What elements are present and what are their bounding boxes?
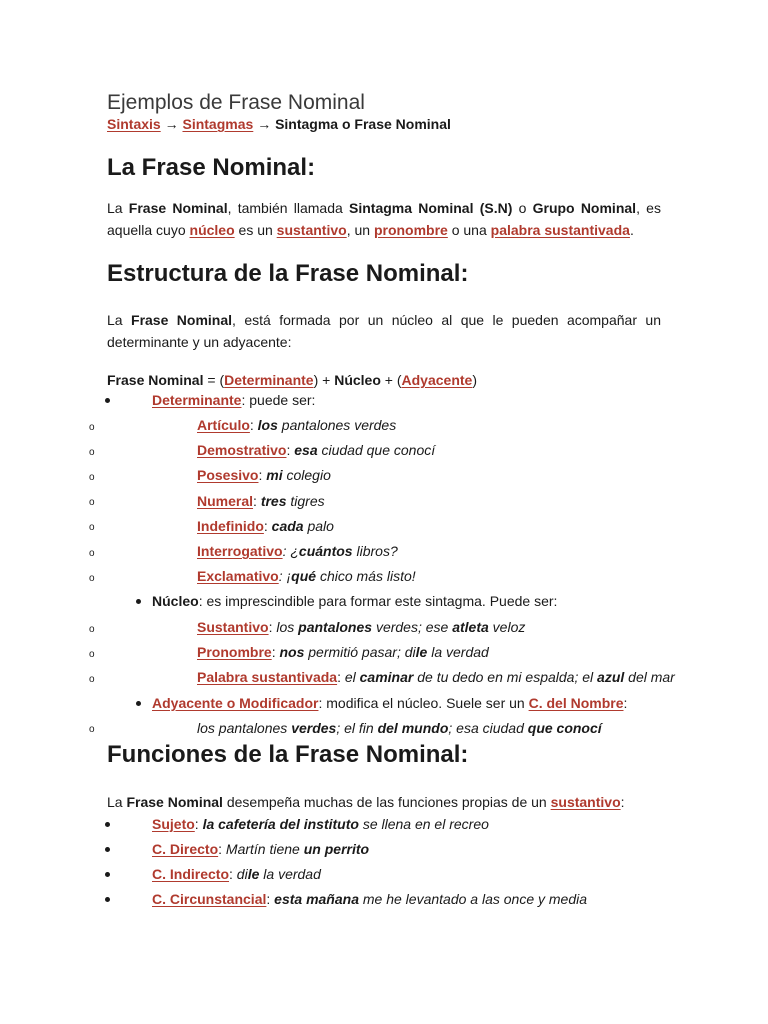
section-heading-estructura: Estructura de la Frase Nominal:: [107, 260, 469, 287]
link-c-indirecto[interactable]: C. Indirecto: [152, 866, 230, 882]
link-sustantivo[interactable]: sustantivo: [276, 221, 347, 238]
list-item-nucleo: Núcleo: es imprescindible para formar este sintagma. Puede ser:: [152, 593, 558, 609]
list-item-c-indirecto: C. Indirecto: dile la verdad: [152, 866, 321, 882]
link-sustantivo-funciones[interactable]: sustantivo: [550, 794, 621, 810]
definition-paragraph: La Frase Nominal, también llamada Sintagma Nominal (S.N) o Grupo Nominal, es aquella cuyo núcleo es un sustantivo, un pronombre o una palabra sustantivada.: [107, 200, 661, 238]
link-determinante-item[interactable]: Determinante: [152, 392, 242, 408]
breadcrumb-separator: →: [164, 116, 179, 132]
link-c-directo[interactable]: C. Directo: [152, 841, 219, 857]
bullet-marker: [105, 822, 110, 827]
formula-line: Frase Nominal = (Determinante) + Núcleo + (Adyacente): [107, 372, 477, 388]
sub-bullet-marker: o: [89, 573, 95, 584]
link-c-del-nombre[interactable]: C. del Nombre: [528, 695, 624, 711]
section-heading-funciones: Funciones de la Frase Nominal:: [107, 741, 469, 768]
link-determinante[interactable]: Determinante: [224, 372, 314, 388]
sub-item-sustantivo: Sustantivo: los pantalones verdes; ese atleta veloz: [197, 619, 526, 635]
sub-item-exclamativo: Exclamativo: ¡qué chico más listo!: [197, 568, 416, 584]
sub-bullet-marker: o: [89, 548, 95, 559]
sub-item-indefinido: Indefinido: cada palo: [197, 518, 334, 534]
bullet-marker: [105, 897, 110, 902]
section-heading-frase-nominal: La Frase Nominal:: [107, 154, 316, 181]
link-adyacente[interactable]: Adyacente: [401, 372, 473, 388]
bullet-marker: [105, 872, 110, 877]
link-demostrativo[interactable]: Demostrativo: [197, 442, 287, 458]
sub-item-articulo: Artículo: los pantalones verdes: [197, 417, 397, 433]
list-item-sujeto: Sujeto: la cafetería del instituto se llena en el recreo: [152, 816, 489, 832]
sub-bullet-marker: o: [89, 724, 95, 735]
sub-bullet-marker: o: [89, 497, 95, 508]
estructura-paragraph: La Frase Nominal, está formada por un núcleo al que le pueden acompañar un determinante y un adyacente:: [107, 312, 661, 350]
link-interrogativo[interactable]: Interrogativo: [197, 543, 283, 559]
sub-bullet-marker: o: [89, 472, 95, 483]
sub-item-numeral: Numeral: tres tigres: [197, 493, 325, 509]
link-nucleo[interactable]: núcleo: [189, 221, 235, 238]
breadcrumb-link-sintaxis[interactable]: Sintaxis: [107, 116, 161, 132]
breadcrumb-separator: →: [257, 116, 272, 132]
document-title: Ejemplos de Frase Nominal: [107, 91, 365, 114]
list-item-c-circunstancial: C. Circunstancial: esta mañana me he levantado a las once y media: [152, 891, 588, 907]
sub-item-palabra-sustantivada: Palabra sustantivada: el caminar de tu dedo en mi espalda; el azul del mar: [197, 669, 675, 685]
link-palabra-sustantivada[interactable]: palabra sustantivada: [490, 221, 630, 238]
link-c-circunstancial[interactable]: C. Circunstancial: [152, 891, 267, 907]
list-item-c-directo: C. Directo: Martín tiene un perrito: [152, 841, 370, 857]
link-pronombre[interactable]: pronombre: [373, 221, 448, 238]
sub-item-demostrativo: Demostrativo: esa ciudad que conocí: [197, 442, 436, 458]
link-palabra-sustantivada-item[interactable]: Palabra sustantivada: [197, 669, 338, 685]
bullet-marker: [136, 701, 141, 706]
list-item-determinante: Determinante: puede ser:: [152, 392, 316, 408]
list-item-adyacente: Adyacente o Modificador: modifica el núcleo. Suele ser un C. del Nombre:: [152, 695, 628, 711]
sub-item-adyacente-example: los pantalones verdes; el fin del mundo; esa ciudad que conocí: [197, 720, 602, 736]
sub-bullet-marker: o: [89, 624, 95, 635]
link-indefinido[interactable]: Indefinido: [197, 518, 264, 534]
link-sustantivo-item[interactable]: Sustantivo: [197, 619, 269, 635]
link-posesivo[interactable]: Posesivo: [197, 467, 259, 483]
breadcrumb: [107, 115, 451, 133]
sub-item-posesivo: Posesivo: mi colegio: [197, 467, 331, 483]
link-numeral[interactable]: Numeral: [197, 493, 254, 509]
link-exclamativo[interactable]: Exclamativo: [197, 568, 279, 584]
sub-bullet-marker: o: [89, 674, 95, 685]
bullet-marker: [136, 599, 141, 604]
sub-bullet-marker: o: [89, 522, 95, 533]
sub-bullet-marker: o: [89, 649, 95, 660]
funciones-intro: La Frase Nominal desempeña muchas de las funciones propias de un sustantivo:: [107, 794, 625, 810]
breadcrumb-current: Sintagma o Frase Nominal: [275, 116, 451, 132]
link-sujeto[interactable]: Sujeto: [152, 816, 195, 832]
breadcrumb-link-sintagmas[interactable]: Sintagmas: [182, 116, 254, 132]
link-adyacente-modificador[interactable]: Adyacente o Modificador: [152, 695, 319, 711]
link-articulo[interactable]: Artículo: [197, 417, 250, 433]
sub-item-interrogativo: Interrogativo: ¿cuántos libros?: [197, 543, 398, 559]
sub-item-pronombre: Pronombre: nos permitió pasar; dile la verdad: [197, 644, 489, 660]
bullet-marker: [105, 398, 110, 403]
sub-bullet-marker: o: [89, 447, 95, 458]
bullet-marker: [105, 847, 110, 852]
sub-bullet-marker: o: [89, 422, 95, 433]
link-pronombre-item[interactable]: Pronombre: [197, 644, 272, 660]
